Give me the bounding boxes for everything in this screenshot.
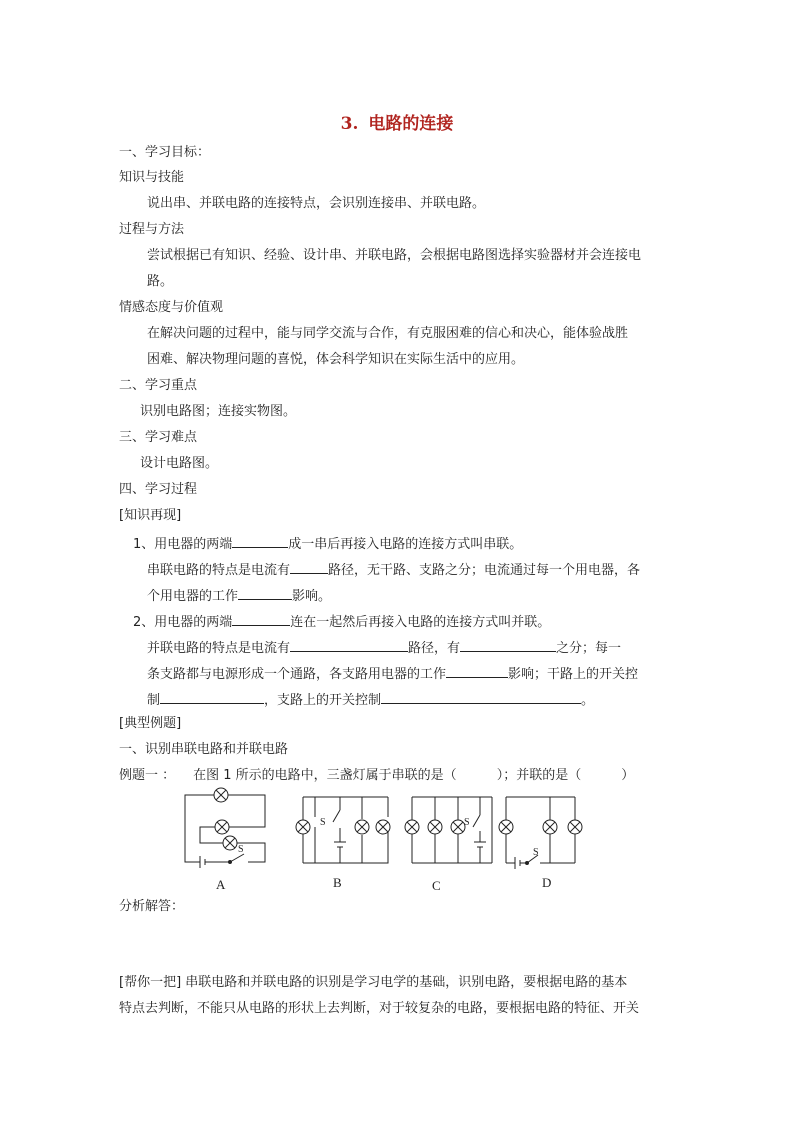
example-1-text-a: 在图 1 所示的电路中，三盏灯属于串联的是（: [193, 768, 457, 783]
q1-text-b: 成一串后再接入电路的连接方式叫串联。: [288, 537, 523, 552]
circuit-figure-1: [170, 785, 590, 895]
q2-text-e: 之分；每一: [556, 641, 622, 656]
circuit-b: [296, 797, 390, 863]
emotion-heading: 情感态度与价值观: [119, 300, 224, 315]
key-heading: 二、学习重点: [119, 378, 198, 393]
process2-heading: 四、学习过程: [119, 482, 198, 497]
answer-blank: [446, 664, 508, 678]
answer-blank: [238, 586, 292, 600]
question-1-line3: [147, 586, 331, 605]
answer-blank: [232, 534, 288, 548]
example-1-label: 例题一 ：: [119, 768, 176, 783]
example-1-question: [119, 768, 634, 784]
title-text: 电路的连接: [368, 114, 454, 134]
knowledge-text: 说出串、并联电路的连接特点，会识别连接串、并联电路。: [147, 196, 486, 211]
figure-caption-a: A: [216, 877, 226, 892]
answer-blank: [290, 560, 328, 574]
title-number: 3.: [340, 114, 359, 134]
answer-blank: [290, 638, 408, 652]
process-line2: 路。: [147, 274, 174, 289]
question-2-line2: [147, 638, 621, 657]
example-heading: [典型例题]: [119, 716, 182, 731]
example-1-text-c: ）: [621, 768, 635, 783]
circuit-a: [185, 788, 265, 868]
q2-text-f: 条支路都与电源形成一个通路，各支路用电器的工作: [147, 667, 447, 682]
key-text: 识别电路图；连接实物图。: [140, 404, 297, 419]
circuit-c: [405, 797, 492, 863]
knowledge-heading: 知识与技能: [119, 170, 185, 185]
q1-text-d: 路径，无干路、支路之分；电流通过每一个用电器，各: [328, 563, 641, 578]
question-2-line4: [147, 690, 594, 709]
q2-text-h: 制: [147, 693, 161, 708]
review-heading: [知识再现]: [119, 508, 182, 523]
switch-label-c: S: [464, 817, 470, 828]
difficult-text: 设计电路图。: [140, 456, 219, 471]
question-1-line1: [133, 534, 522, 553]
q1-text-f: 影响。: [292, 589, 332, 604]
help-line1: [帮你一把] 串联电路和并联电路的识别是学习电学的基础，识别电路，要根据电路的基本: [119, 975, 628, 990]
switch-label-d: S: [533, 847, 539, 858]
switch-label-b: S: [320, 817, 326, 828]
q1-text-e: 个用电器的工作: [147, 589, 239, 604]
emotion-line1: 在解决问题的过程中，能与同学交流与合作，有克服困难的信心和决心，能体验战胜: [147, 326, 629, 341]
q2-text-c: 并联电路的特点是电流有: [147, 641, 291, 656]
difficult-heading: 三、学习难点: [119, 430, 198, 445]
example-1-text-b: ）；并联的是（: [496, 768, 582, 783]
q1-text-a: 1、用电器的两端: [133, 537, 233, 552]
q2-text-i: ，支路上的开关控制: [264, 693, 382, 708]
answer-blank: [160, 690, 264, 704]
q2-text-g: 影响；干路上的开关控: [508, 667, 639, 682]
help-line2: 特点去判断，不能只从电路的形状上去判断，对于较复杂的电路，要根据电路的特征、开关: [119, 1001, 640, 1016]
page-title: [0, 109, 794, 134]
figure-caption-d: D: [542, 875, 552, 890]
emotion-line2: 困难、解决物理问题的喜悦，体会科学知识在实际生活中的应用。: [147, 352, 525, 367]
answer-blank: [232, 612, 290, 626]
circuit-d: [499, 797, 582, 869]
q1-text-c: 串联电路的特点是电流有: [147, 563, 291, 578]
q2-text-a: 2、用电器的两端: [133, 615, 233, 630]
switch-label-a: S: [238, 844, 244, 855]
answer-blank: [381, 690, 581, 704]
q2-text-b: 连在一起然后再接入电路的连接方式叫并联。: [290, 615, 551, 630]
analysis-label: 分析解答：: [119, 899, 185, 914]
figure-caption-b: B: [333, 875, 342, 890]
q2-text-d: 路径，有: [408, 641, 461, 656]
process-line1: 尝试根据已有知识、经验、设计串、并联电路，会根据电路图选择实验器材并会连接电: [147, 248, 642, 263]
example-subheading: 一、识别串联电路和并联电路: [119, 742, 289, 757]
figure-caption-c: C: [432, 878, 441, 893]
question-1-line2: [147, 560, 640, 579]
question-2-line1: [133, 612, 550, 631]
answer-blank: [460, 638, 556, 652]
q2-text-j: 。: [581, 693, 595, 708]
process-heading: 过程与方法: [119, 222, 185, 237]
question-2-line3: [147, 664, 638, 683]
goals-heading: 一、学习目标：: [119, 145, 211, 160]
